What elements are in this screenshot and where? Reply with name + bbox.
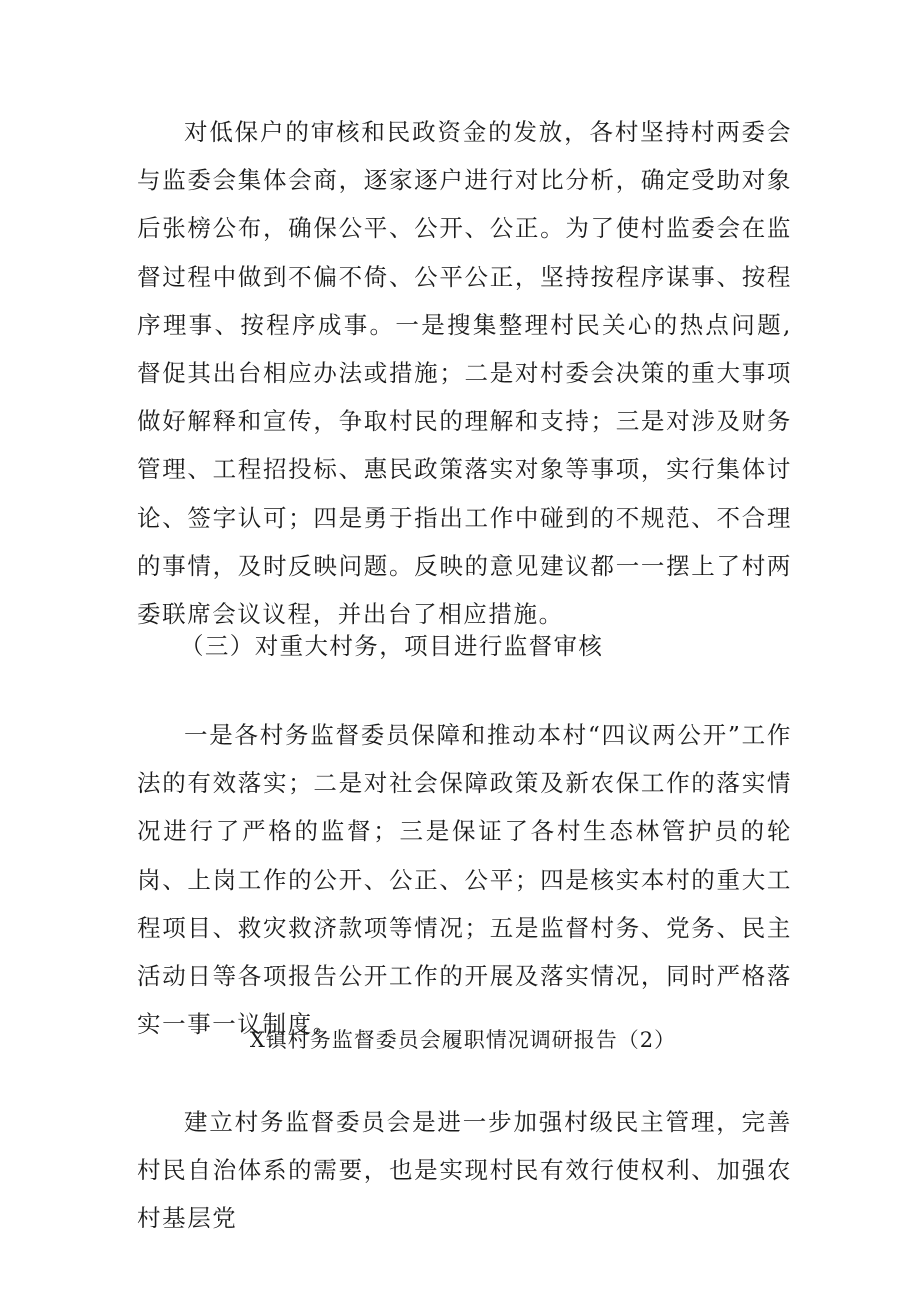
- section-heading-major-affairs: （三）对重大村务，项目进行监督审核: [180, 632, 604, 660]
- report-title: X镇村务监督委员会履职情况调研报告（2）: [249, 1028, 677, 1052]
- body-paragraph-low-income-review: 对低保户的审核和民政资金的发放，各村坚持村两委会与监委会集体会商，逐家逐户进行对比分析，确定受助对象后张榜公布，确保公平、公开、公正。为了使村监委会在监督过程中做到不偏不倚、公平公正，坚持按程序谋事、按程序理事、按程序成事。一是搜集整理村民关心的热点问题,督促其出台相应办法或措施；二是对村委会决策的重大事项做好解释和宣传，争取村民的理解和支持；三是对涉及财务管理、工程招投标、惠民政策落实对象等事项，实行集体讨论、签字认可；四是勇于指出工作中碰到的不规范、不合理的事情，及时反映问题。反映的意见建议都一一摆上了村两委联席会议议程，并出台了相应措施。: [137, 118, 792, 629]
- body-paragraph-supervision-items: 一是各村务监督委员保障和推动本村“四议两公开”工作法的有效落实；二是对社会保障政策及新农保工作的落实情况进行了严格的监督；三是保证了各村生态林管护员的轮岗、上岗工作的公开、公正、公平；四是核实本村的重大工程项目、救灾救济款项等情况；五是监督村务、党务、民主活动日等各项报告公开工作的开展及落实情况，同时严格落实一事一议制度。: [137, 721, 792, 1039]
- body-paragraph-committee-establishment: 建立村务监督委员会是进一步加强村级民主管理，完善村民自治体系的需要，也是实现村民有效行使权利、加强农村基层党: [137, 1108, 792, 1233]
